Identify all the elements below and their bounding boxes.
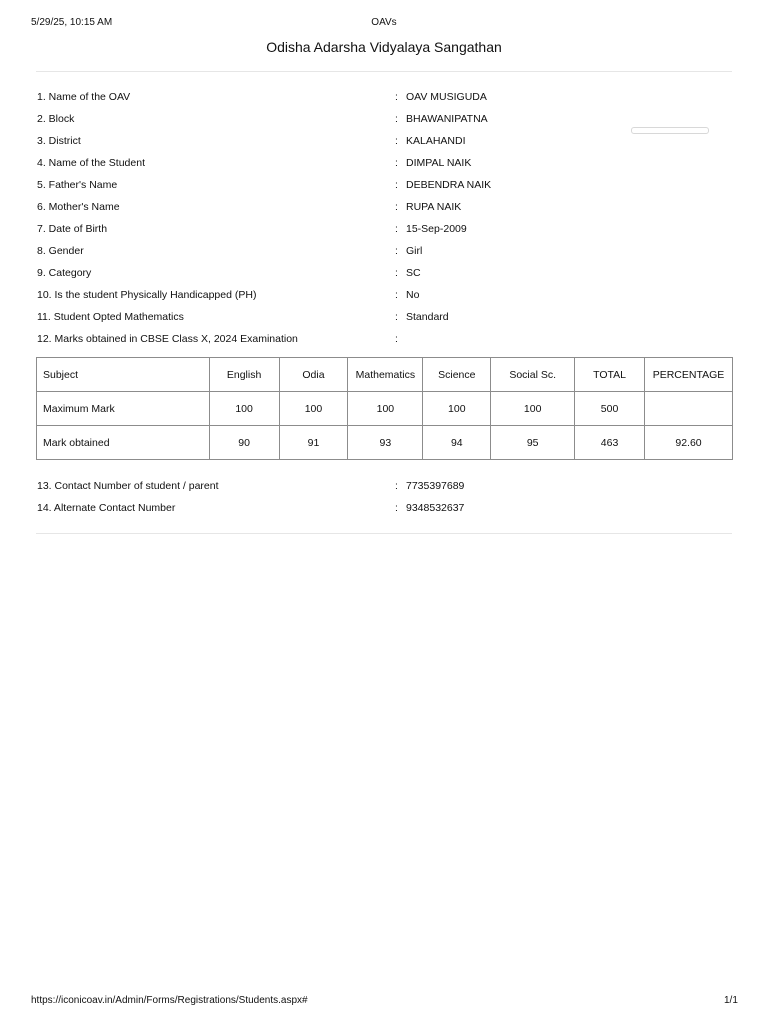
column-header-social-science: Social Sc. — [491, 358, 575, 392]
field-physically-handicapped — [37, 289, 737, 303]
field-value: OAV MUSIGUDA — [406, 91, 487, 103]
field-value: Girl — [406, 245, 423, 257]
table-cell: 100 — [423, 392, 491, 426]
field-label: 3. District — [37, 135, 81, 147]
field-label: 9. Category — [37, 267, 92, 279]
table-cell: 463 — [575, 426, 645, 460]
field-colon: : — [395, 311, 398, 323]
field-contact-number — [37, 480, 737, 494]
field-value: 15-Sep-2009 — [406, 223, 467, 235]
field-category — [37, 267, 737, 281]
field-colon: : — [395, 91, 398, 103]
field-value: SC — [406, 267, 421, 279]
column-header-odia: Odia — [279, 358, 348, 392]
field-colon: : — [395, 201, 398, 213]
field-label: 11. Student Opted Mathematics — [37, 311, 184, 323]
field-marks-heading — [37, 333, 737, 347]
field-value: BHAWANIPATNA — [406, 113, 488, 125]
field-district — [37, 135, 737, 149]
field-colon: : — [395, 223, 398, 235]
field-opted-mathematics — [37, 311, 737, 325]
field-label: 14. Alternate Contact Number — [37, 502, 176, 514]
field-value: DIMPAL NAIK — [406, 157, 472, 169]
field-oav-name — [37, 91, 737, 105]
field-colon: : — [395, 333, 398, 345]
field-label: 7. Date of Birth — [37, 223, 108, 235]
field-block — [37, 113, 737, 127]
field-value: 9348532637 — [406, 502, 465, 514]
table-cell: 100 — [209, 392, 279, 426]
table-cell: 91 — [279, 426, 348, 460]
field-label: 2. Block — [37, 113, 75, 125]
table-cell — [645, 392, 733, 426]
table-cell: 94 — [423, 426, 491, 460]
field-value: No — [406, 289, 420, 301]
table-cell: 100 — [279, 392, 348, 426]
table-cell: 100 — [491, 392, 575, 426]
field-label: 1. Name of the OAV — [37, 91, 131, 103]
field-colon: : — [395, 179, 398, 191]
field-colon: : — [395, 267, 398, 279]
column-header-mathematics: Mathematics — [348, 358, 423, 392]
empty-input-box[interactable] — [631, 127, 709, 134]
field-colon: : — [395, 502, 398, 514]
field-colon: : — [395, 289, 398, 301]
column-header-subject: Subject — [37, 358, 210, 392]
row-label: Mark obtained — [37, 426, 210, 460]
field-label: 8. Gender — [37, 245, 84, 257]
table-cell: 95 — [491, 426, 575, 460]
print-tab-title: OAVs — [371, 17, 397, 28]
column-header-english: English — [209, 358, 279, 392]
field-student-name — [37, 157, 737, 171]
field-value: 7735397689 — [406, 480, 465, 492]
field-label: 6. Mother's Name — [37, 201, 120, 213]
field-date-of-birth — [37, 223, 737, 237]
row-label: Maximum Mark — [37, 392, 210, 426]
column-header-total: TOTAL — [575, 358, 645, 392]
field-colon: : — [395, 113, 398, 125]
table-cell: 500 — [575, 392, 645, 426]
table-cell: 93 — [348, 426, 423, 460]
print-page-url: https://iconicoav.in/Admin/Forms/Registrations/Students.aspx# — [31, 995, 308, 1006]
field-father-name — [37, 179, 737, 193]
field-label: 13. Contact Number of student / parent — [37, 480, 219, 492]
page-title: Odisha Adarsha Vidyalaya Sangathan — [266, 39, 502, 55]
table-cell: 100 — [348, 392, 423, 426]
field-gender — [37, 245, 737, 259]
field-colon: : — [395, 157, 398, 169]
field-label: 12. Marks obtained in CBSE Class X, 2024 Examination — [37, 333, 298, 345]
table-row-mark-obtained — [37, 426, 733, 460]
bottom-divider — [36, 533, 732, 534]
print-datetime: 5/29/25, 10:15 AM — [31, 17, 113, 28]
field-colon: : — [395, 245, 398, 257]
table-row-maximum-mark — [37, 392, 733, 426]
table-cell: 90 — [209, 426, 279, 460]
print-page-number: 1/1 — [724, 995, 738, 1006]
field-label: 4. Name of the Student — [37, 157, 145, 169]
top-divider — [36, 71, 732, 72]
field-mother-name — [37, 201, 737, 215]
field-alternate-contact-number — [37, 502, 737, 516]
column-header-science: Science — [423, 358, 491, 392]
field-value: DEBENDRA NAIK — [406, 179, 492, 191]
field-label: 10. Is the student Physically Handicapped (PH) — [37, 289, 257, 301]
table-cell: 92.60 — [645, 426, 733, 460]
column-header-percentage: PERCENTAGE — [645, 358, 733, 392]
field-colon: : — [395, 480, 398, 492]
field-value: RUPA NAIK — [406, 201, 462, 213]
field-value: KALAHANDI — [406, 135, 466, 147]
field-colon: : — [395, 135, 398, 147]
marks-table — [36, 357, 733, 460]
field-value: Standard — [406, 311, 449, 323]
field-label: 5. Father's Name — [37, 179, 118, 191]
marks-table-header-row — [37, 358, 733, 392]
